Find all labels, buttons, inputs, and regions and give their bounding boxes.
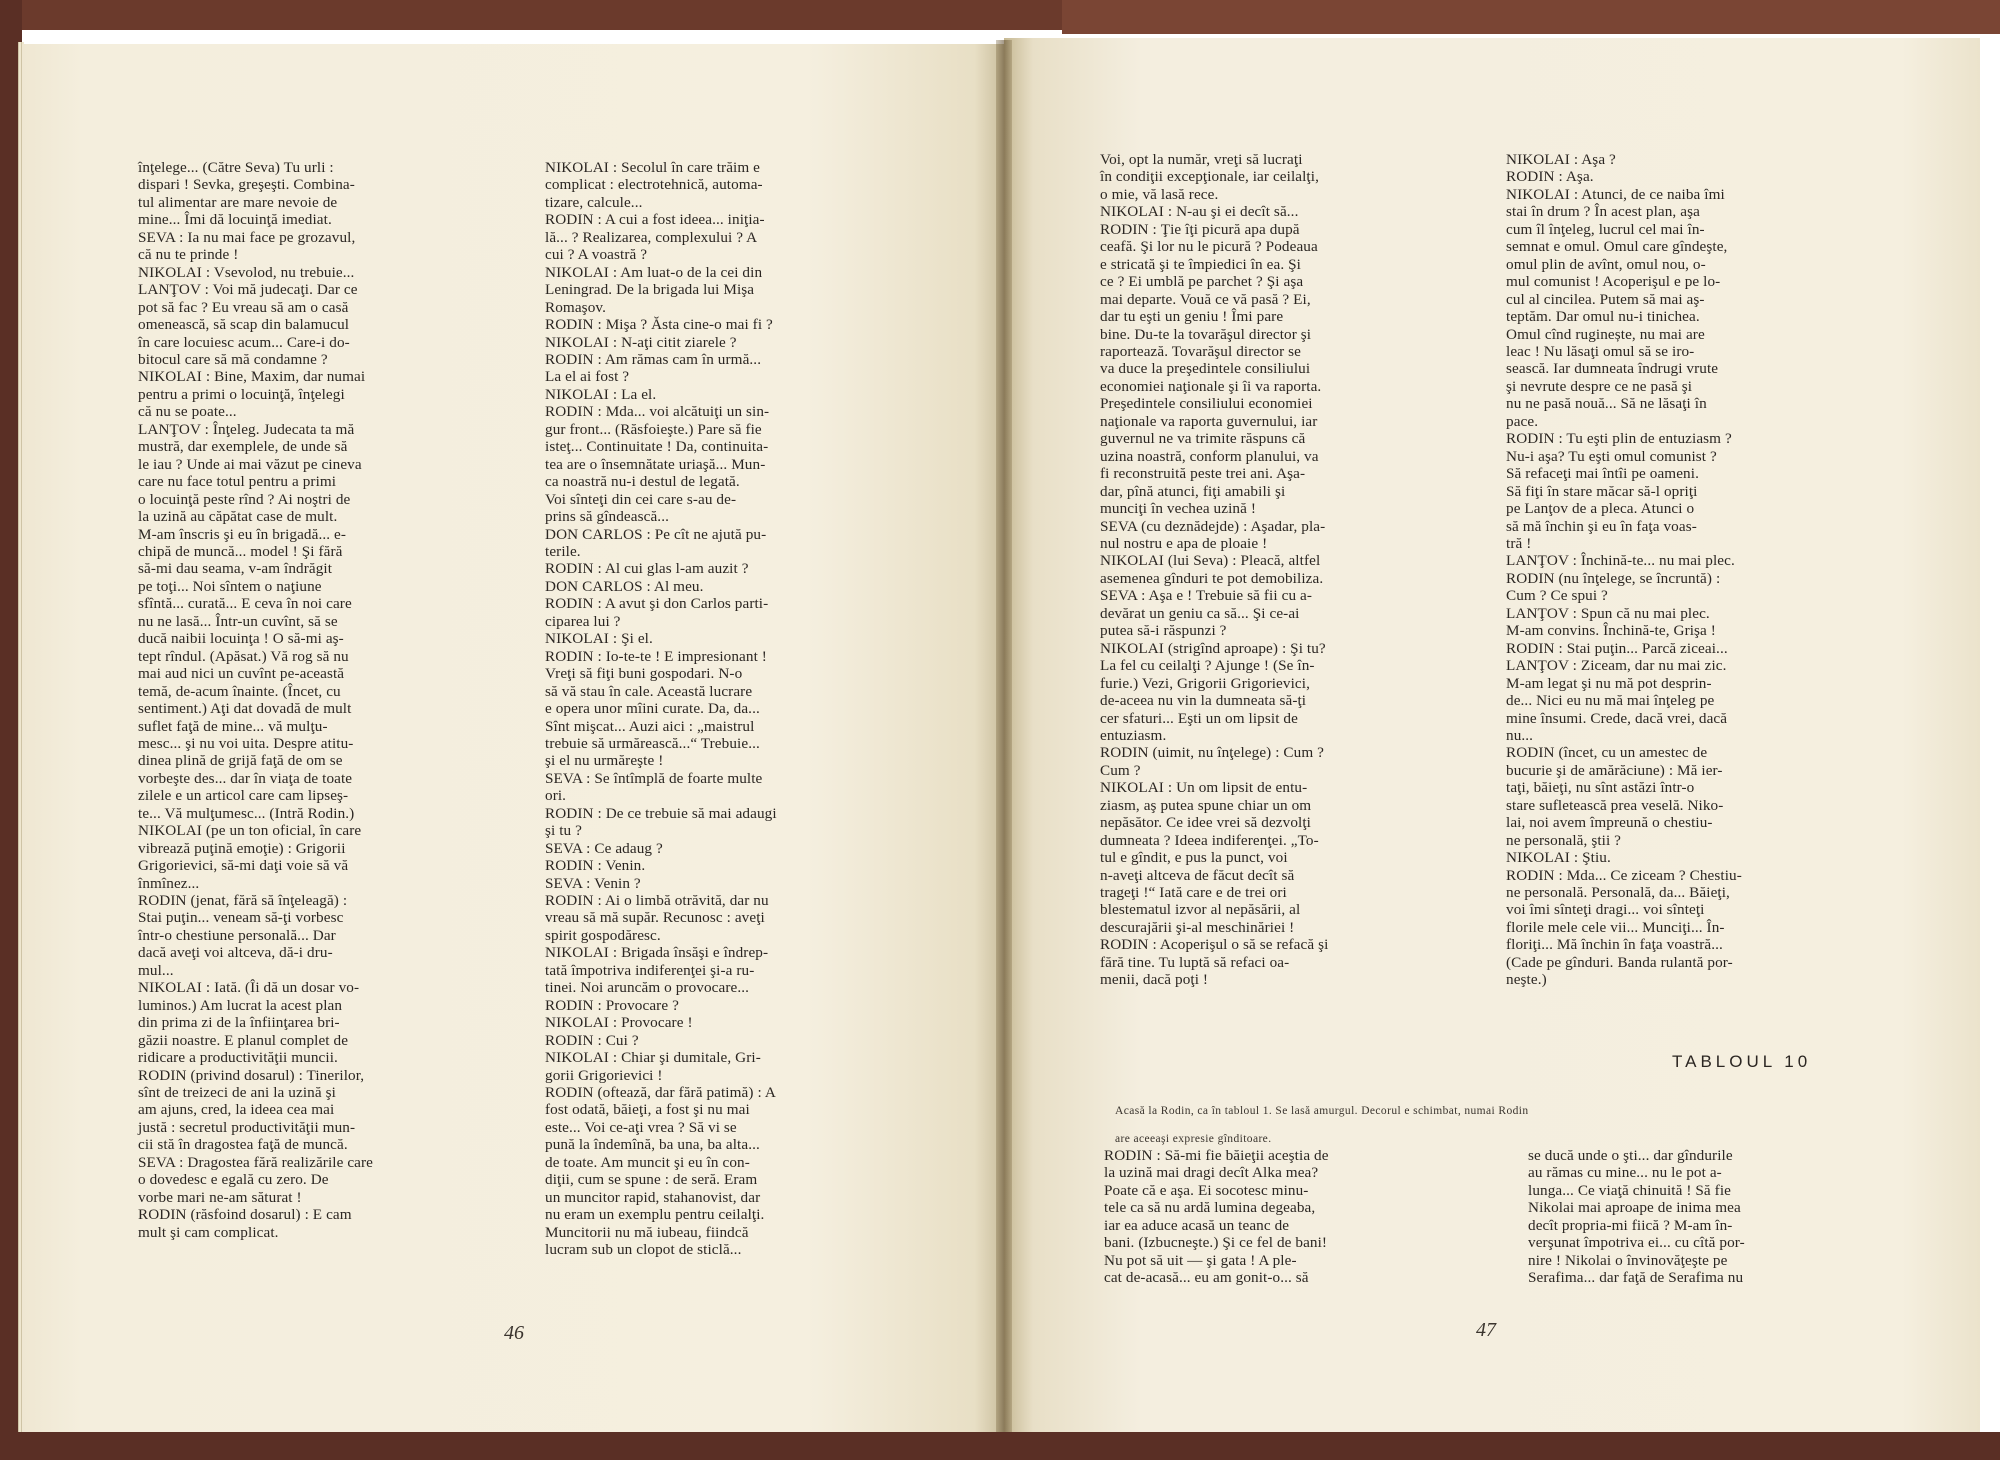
text-line: înmînez... bbox=[138, 874, 200, 892]
text-line: lă... ? Realizarea, complexului ? A bbox=[545, 228, 758, 246]
text-line: dinea plină de grijă faţă de om se bbox=[138, 752, 343, 770]
text-line: şi nevrute despre ce ne pasă şi bbox=[1506, 377, 1693, 395]
text-line: să mă închin şi eu în faţa voas- bbox=[1506, 517, 1697, 535]
text-line: sească. Iar dumneata îndrugi vrute bbox=[1506, 360, 1719, 378]
text-line: decît propria-mi fiică ? M-am în- bbox=[1528, 1216, 1733, 1234]
text-line: e opera unor mîini curate. Da, da... bbox=[545, 700, 760, 718]
text-line: ziasm, aş putea spune chiar un om bbox=[1100, 796, 1312, 814]
text-line: NIKOLAI : Am luat-o de la cei din bbox=[545, 263, 763, 281]
text-line: şi tu ? bbox=[545, 822, 582, 840]
text-line: Nu pot să uit — şi gata ! A ple- bbox=[1104, 1251, 1297, 1269]
text-line: menii, dacă poţi ! bbox=[1100, 971, 1209, 989]
text-line: SEVA (cu deznădejde) : Aşadar, pla- bbox=[1100, 517, 1326, 535]
text-line: RODIN : Provocare ? bbox=[545, 996, 679, 1014]
text-line: Vreţi să fiţi buni gospodari. N-o bbox=[545, 665, 743, 683]
text-line: leac ! Nu lăsaţi omul să se iro- bbox=[1506, 342, 1695, 360]
text-line: cii stă în dragostea faţă de muncă. bbox=[138, 1136, 348, 1154]
text-line: tul alimentar are mare nevoie de bbox=[138, 193, 338, 211]
text-line: LANŢOV : Înţeleg. Judecata ta mă bbox=[138, 420, 355, 438]
text-line: NIKOLAI : Vsevolod, nu trebuie... bbox=[138, 263, 355, 281]
text-line: Acasă la Rodin, ca în tabloul 1. Se lasă amurgul. Decorul e schimbat, numai Rodin bbox=[1115, 1104, 1529, 1117]
text-line: prins să gîndească... bbox=[545, 508, 669, 526]
text-line: RODIN : A avut şi don Carlos parti- bbox=[545, 595, 769, 613]
text-line: mesc... şi nu voi uita. Despre atitu- bbox=[138, 734, 354, 752]
text-line: la uzină mai dragi decît Alka mea? bbox=[1104, 1164, 1319, 1182]
text-line: SEVA : Aşa e ! Trebuie să fii cu a- bbox=[1100, 587, 1313, 605]
text-line: NIKOLAI : Bine, Maxim, dar numai bbox=[138, 368, 366, 386]
right-page-column-2 bbox=[1506, 151, 1742, 989]
text-line: tizare, calcule... bbox=[545, 193, 643, 211]
text-line: Voi, opt la număr, vreţi să lucraţi bbox=[1100, 151, 1303, 168]
text-line: NIKOLAI : Şi el. bbox=[545, 630, 653, 648]
text-line: cum îl înţeleg, lucrul cel mai în- bbox=[1506, 220, 1705, 238]
text-line: trageţi !“ Iată care e de trei ori bbox=[1100, 884, 1287, 902]
text-line: RODIN (jenat, fără să înţeleagă) : bbox=[138, 892, 348, 910]
text-line: mult şi cam complicat. bbox=[138, 1223, 279, 1241]
text-line: asemenea gînduri te pot demobiliza. bbox=[1100, 569, 1324, 587]
text-line: Nikolai mai aproape de inima mea bbox=[1528, 1199, 1741, 1217]
text-line: isteţ... Continuitate ! Da, continuita- bbox=[545, 438, 769, 456]
text-line: M-am convins. Închină-te, Grişa ! bbox=[1506, 622, 1716, 640]
text-line: LANŢOV : Spun că nu mai plec. bbox=[1506, 604, 1710, 622]
text-line: de toate. Am muncit şi eu în con- bbox=[545, 1153, 750, 1171]
text-line: RODIN : Aşa. bbox=[1506, 168, 1594, 186]
text-line: omenească, să scap din balamucul bbox=[138, 316, 350, 334]
text-line: mine... Îmi dă locuinţă imediat. bbox=[138, 211, 332, 229]
text-line: lucram sub un clopot de sticlă... bbox=[545, 1241, 742, 1259]
scene-text-column-1 bbox=[1104, 1147, 1329, 1287]
left-page-column-1 bbox=[138, 159, 373, 1241]
text-line: cer sfaturi... Eşti un om lipsit de bbox=[1100, 709, 1298, 727]
text-line: mai departe. Vouă ce vă pasă ? Ei, bbox=[1100, 290, 1311, 308]
text-line: cat de-acasă... eu am gonit-o... să bbox=[1104, 1269, 1309, 1287]
text-line: RODIN : Cui ? bbox=[545, 1031, 639, 1049]
text-line: ducă naibii locuinţa ! O să-mi aş- bbox=[138, 630, 344, 648]
text-line: tră ! bbox=[1506, 534, 1532, 552]
text-line: NIKOLAI : Un om lipsit de entu- bbox=[1100, 779, 1308, 797]
text-line: furie.) Vezi, Grigorii Grigorievici, bbox=[1100, 674, 1310, 692]
text-line: un muncitor rapid, stahanovist, dar bbox=[545, 1188, 761, 1206]
text-line: găzii noastre. E planul complet de bbox=[138, 1031, 349, 1049]
text-line: La el ai fost ? bbox=[545, 368, 630, 386]
text-line: verşunat împotriva ei... cu cîtă por- bbox=[1528, 1234, 1745, 1252]
text-line: pot să fac ? Eu vreau să am o casă bbox=[138, 298, 349, 316]
text-line: înţelege... (Către Seva) Tu urli : bbox=[138, 159, 334, 176]
text-line: o locuinţă peste rînd ? Ai noştri de bbox=[138, 490, 351, 508]
text-line: LANŢOV : Voi mă judecaţi. Dar ce bbox=[138, 281, 358, 299]
text-line: luminos.) Am lucrat la acest plan bbox=[138, 996, 343, 1014]
text-line: suflet faţă de mine... vă mulţu- bbox=[138, 717, 328, 735]
text-line: vreau să mă supăr. Recunosc : aveţi bbox=[545, 909, 765, 927]
text-line: pe Lanţov de a pleca. Atunci o bbox=[1506, 500, 1695, 518]
text-line: le iau ? Unde ai mai văzut pe cineva bbox=[138, 455, 362, 473]
text-line: am ajuns, cred, la ideea cea mai bbox=[138, 1101, 335, 1119]
text-line: RODIN : Mda... voi alcătuiţi un sin- bbox=[545, 403, 770, 421]
text-line: La fel cu ceilalţi ? Ajunge ! (Se în- bbox=[1100, 657, 1315, 675]
scene-text-column-2 bbox=[1528, 1147, 1745, 1287]
text-line: în care locuiesc acum... Care-i do- bbox=[138, 333, 350, 351]
text-line: stai în drum ? În acest plan, aşa bbox=[1506, 203, 1700, 221]
text-line: sfîntă... curată... E ceva în noi care bbox=[138, 595, 352, 613]
text-line: tată împotriva indiferenţei şi-a ru- bbox=[545, 961, 755, 979]
text-line: DON CARLOS : Pe cît ne ajută pu- bbox=[545, 525, 767, 543]
text-line: Cum ? Ce spui ? bbox=[1506, 587, 1608, 605]
text-line: SEVA : Ce adaug ? bbox=[545, 839, 663, 857]
text-line: RODIN : Stai puţin... Parcă ziceai... bbox=[1506, 639, 1728, 657]
text-line: Nu-i aşa? Tu eşti omul comunist ? bbox=[1506, 447, 1717, 465]
text-line: RODIN : Tu eşti plin de entuziasm ? bbox=[1506, 430, 1732, 448]
text-line: NIKOLAI (strigînd aproape) : Şi tu? bbox=[1100, 639, 1326, 657]
text-line: mai aud nici un cuvînt pe-această bbox=[138, 665, 345, 683]
text-line: de... Nici eu nu mă mai înţeleg pe bbox=[1506, 692, 1715, 710]
text-line: ne personală. Personală, da... Băieţi, bbox=[1506, 884, 1730, 902]
text-line: DON CARLOS : Al meu. bbox=[545, 577, 704, 595]
scene-title: TABLOUL 10 bbox=[1672, 1052, 1812, 1071]
text-line: sentiment.) Aţi dat dovadă de mult bbox=[138, 700, 352, 718]
text-line: SEVA : Dragostea fără realizările care bbox=[138, 1153, 374, 1171]
text-line: RODIN (uimit, nu înţelege) : Cum ? bbox=[1100, 744, 1325, 762]
text-line: RODIN (încet, cu un amestec de bbox=[1506, 744, 1708, 762]
text-line: semnat e omul. Omul care gîndeşte, bbox=[1506, 238, 1728, 256]
text-line: NIKOLAI : Ştiu. bbox=[1506, 849, 1611, 867]
text-line: Să fiţi în stare măcar să-l opriţi bbox=[1506, 482, 1698, 500]
text-line: guvernul ne va trimite răspuns că bbox=[1100, 430, 1306, 448]
text-line: vorbe mari ne-am săturat ! bbox=[138, 1188, 302, 1206]
text-line: se ducă unde o şti... dar gîndurile bbox=[1528, 1147, 1733, 1164]
text-line: RODIN : Să-mi fie băieţii aceştia de bbox=[1104, 1147, 1329, 1164]
text-line: voi îmi sînteţi dragi... voi sînteţi bbox=[1506, 901, 1705, 919]
text-line: RODIN : Mişa ? Ăsta cine-o mai fi ? bbox=[545, 316, 773, 334]
text-line: NIKOLAI : Chiar şi dumitale, Gri- bbox=[545, 1049, 761, 1067]
text-line: munciţi în vechea uzină ! bbox=[1100, 500, 1256, 518]
text-line: temă, de-acum înainte. (Încet, cu bbox=[138, 682, 341, 700]
text-line: RODIN (privind dosarul) : Tinerilor, bbox=[138, 1066, 365, 1084]
text-line: Poate că e aşa. Ei socotesc minu- bbox=[1104, 1181, 1309, 1199]
text-line: Romaşov. bbox=[545, 298, 606, 316]
text-line: ridicare a productivităţii muncii. bbox=[138, 1049, 338, 1067]
text-line: dispari ! Sevka, greşeşti. Combina- bbox=[138, 176, 355, 194]
text-line: cul al cincilea. Putem să mai aş- bbox=[1506, 290, 1705, 308]
text-line: (Cade pe gînduri. Banda rulantă por- bbox=[1506, 953, 1733, 971]
text-line: RODIN : Al cui glas l-am auzit ? bbox=[545, 560, 749, 578]
text-line: NIKOLAI (pe un ton oficial, în care bbox=[138, 822, 362, 840]
text-line: NIKOLAI : Atunci, de ce naiba îmi bbox=[1506, 185, 1725, 203]
text-line: gorii Grigorievici ! bbox=[545, 1066, 663, 1084]
text-line: mine însumi. Crede, dacă vrei, dacă bbox=[1506, 709, 1728, 727]
text-line: stare sufletească prea veselă. Niko- bbox=[1506, 796, 1724, 814]
text-line: lai, noi avem împreună o chestiu- bbox=[1506, 814, 1713, 832]
text-line: pace. bbox=[1506, 412, 1539, 430]
text-line: RODIN : Ai o limbă otrăvită, dar nu bbox=[545, 892, 769, 910]
text-line: tul e gîndit, e pus la punct, voi bbox=[1100, 849, 1288, 867]
text-line: vibrează puţină emoţie) : Grigorii bbox=[138, 839, 346, 857]
text-line: în condiţii excepţionale, iar ceilalţi, bbox=[1100, 168, 1319, 186]
text-line: Voi sînteţi din cei care s-au de- bbox=[545, 490, 737, 508]
text-line: tinei. Noi aruncăm o provocare... bbox=[545, 979, 750, 997]
text-line: o dovedesc e egală cu zero. De bbox=[138, 1171, 329, 1189]
text-line: RODIN (oftează, dar fără patimă) : A bbox=[545, 1084, 776, 1102]
text-line: descurajării şi-al meschinăriei ! bbox=[1100, 918, 1295, 936]
text-line: raportează. Tovarăşul director se bbox=[1100, 342, 1301, 360]
text-line: RODIN (răsfoind dosarul) : E cam bbox=[138, 1206, 352, 1224]
text-line: dacă aveţi voi altceva, dă-i dru- bbox=[138, 944, 333, 962]
text-line: bucurie şi de amărăciune) : Mă ier- bbox=[1506, 761, 1723, 779]
binding-board-bottom bbox=[0, 1432, 2000, 1460]
text-line: spirit gospodăresc. bbox=[545, 926, 661, 944]
text-line: diţii, cum se spune : de seră. Eram bbox=[545, 1171, 758, 1189]
text-line: NIKOLAI : Iată. (Îi dă un dosar vo- bbox=[138, 979, 360, 997]
text-line: NIKOLAI : N-aţi citit ziarele ? bbox=[545, 333, 737, 351]
text-line: LANŢOV : Închină-te... nu mai plec. bbox=[1506, 552, 1735, 570]
text-line: vorbeşte des... dar în viaţa de toate bbox=[138, 769, 353, 787]
text-line: Muncitorii nu mă iubeau, fiindcă bbox=[545, 1223, 749, 1241]
text-line: de-aceea nu vin la dumneata să-ţi bbox=[1100, 692, 1307, 710]
text-line: să vă stau în cale. Această lucrare bbox=[545, 682, 753, 700]
text-line: SEVA : Ia nu mai face pe grozavul, bbox=[138, 228, 356, 246]
text-line: şi el nu urmăreşte ! bbox=[545, 752, 664, 770]
text-line: Serafima... dar faţă de Serafima nu bbox=[1528, 1269, 1744, 1287]
text-line: devărat un geniu ca să... Şi ce-ai bbox=[1100, 604, 1300, 622]
text-line: fost odată, băieţi, a fost şi nu mai bbox=[545, 1101, 750, 1119]
text-line: neşte.) bbox=[1506, 971, 1547, 989]
text-line: Sînt mişcat... Auzi aici : „maistrul bbox=[545, 717, 755, 735]
text-line: dumneata ? Ideea indiferenţei. „To- bbox=[1100, 831, 1319, 849]
text-line: NIKOLAI : Provocare ! bbox=[545, 1014, 693, 1032]
text-line: nu eram un exemplu pentru ceilalţi. bbox=[545, 1206, 765, 1224]
text-line: mul comunist ! Acoperişul e pe lo- bbox=[1506, 273, 1721, 291]
binding-board-top-right bbox=[1062, 0, 2000, 34]
text-line: complicat : electrotehnică, automa- bbox=[545, 176, 763, 194]
text-line: ori. bbox=[545, 787, 567, 805]
text-line: iar ea aduce acasă un teanc de bbox=[1104, 1216, 1290, 1234]
text-line: trebuie să urmărească...“ Trebuie... bbox=[545, 734, 760, 752]
text-line: pe toţi... Noi sîntem o naţiune bbox=[138, 577, 322, 595]
text-line: tept rîndul. (Apăsat.) Vă rog să nu bbox=[138, 647, 349, 665]
text-line: entuziasm. bbox=[1100, 726, 1167, 744]
text-line: NIKOLAI : Brigada însăşi e îndrep- bbox=[545, 944, 769, 962]
text-line: într-o chestiune personală... Dar bbox=[138, 926, 336, 944]
text-line: pună la îndemînă, ba una, ba alta... bbox=[545, 1136, 760, 1154]
text-line: nepăsător. Ce idee vrei să dezvolţi bbox=[1100, 814, 1311, 832]
text-line: NIKOLAI : Aşa ? bbox=[1506, 151, 1616, 168]
text-line: la uzină au căpătat case de mult. bbox=[138, 508, 338, 526]
text-line: mul... bbox=[138, 961, 174, 979]
right-page-column-1 bbox=[1100, 151, 1328, 989]
text-line: Să refaceţi mai întîi pe oameni. bbox=[1506, 465, 1699, 483]
text-line: au rămas cu mine... nu le pot a- bbox=[1528, 1164, 1722, 1182]
book-gutter bbox=[996, 40, 1012, 1432]
text-line: justă : secretul productivităţii mun- bbox=[138, 1118, 356, 1136]
text-line: RODIN : Mda... Ce ziceam ? Chestiu- bbox=[1506, 866, 1742, 884]
text-line: terile. bbox=[545, 542, 581, 560]
text-line: Stai puţin... veneam să-ţi vorbesc bbox=[138, 909, 344, 927]
binding-board-top bbox=[0, 0, 1062, 30]
text-line: teptăm. Dar omul nu-i tinichea. bbox=[1506, 308, 1700, 326]
text-line: care nu face totul pentru a primi bbox=[138, 473, 337, 491]
text-line: ne personală, ştii ? bbox=[1506, 831, 1622, 849]
text-line: SEVA : Se întîmplă de foarte multe bbox=[545, 769, 763, 787]
text-line: uzina noastră, conform planului, va bbox=[1100, 447, 1319, 465]
text-line: zilele e un articol care cam lipseş- bbox=[138, 787, 349, 805]
page-number-left: 46 bbox=[504, 1322, 524, 1344]
text-line: ceafă. Şi lor nu le picură ? Podeaua bbox=[1100, 238, 1318, 256]
text-line: economiei naţionale şi îi va raporta. bbox=[1100, 377, 1322, 395]
text-line: lunga... Ce viaţă chinuită ! Să fie bbox=[1528, 1181, 1731, 1199]
text-line: sînt de treizeci de ani la uzină şi bbox=[138, 1084, 336, 1102]
text-line: dar, pînă atunci, fiţi amabili şi bbox=[1100, 482, 1286, 500]
text-line: nu... bbox=[1506, 726, 1534, 744]
text-line: florile mele cele vii... Munciţi... În- bbox=[1506, 918, 1725, 936]
text-line: fi reconstruită peste trei ani. Aşa- bbox=[1100, 465, 1306, 483]
text-line: omul plin de avînt, omul nou, o- bbox=[1506, 255, 1706, 273]
text-line: ce ? Ei umblă pe parchet ? Şi aşa bbox=[1100, 273, 1304, 291]
text-line: M-am înscris şi eu în brigadă... e- bbox=[138, 525, 347, 543]
page-number-right: 47 bbox=[1476, 1319, 1496, 1341]
text-line: nire ! Nikolai o învinovăţeşte pe bbox=[1528, 1251, 1728, 1269]
text-line: are aceeaşi expresie gînditoare. bbox=[1115, 1133, 1272, 1145]
text-line: Cum ? bbox=[1100, 761, 1141, 779]
text-line: RODIN : Venin. bbox=[545, 857, 646, 875]
text-line: LANŢOV : Ziceam, dar nu mai zic. bbox=[1506, 657, 1727, 675]
text-line: că nu te prinde ! bbox=[138, 246, 239, 264]
text-line: Omul cînd ruginește, nu mai are bbox=[1506, 325, 1705, 343]
text-line: dar tu eşti un geniu ! Îmi pare bbox=[1100, 308, 1284, 326]
text-line: NIKOLAI : N-au şi ei decît să... bbox=[1100, 203, 1299, 221]
text-line: putea să-i răspunzi ? bbox=[1100, 622, 1227, 640]
text-line: floriţi... Mă închin în faţa voastră... bbox=[1506, 936, 1723, 954]
text-line: naţionale va raporta guvernului, iar bbox=[1100, 412, 1318, 430]
text-line: din prima zi de la înfiinţarea bri- bbox=[138, 1014, 340, 1032]
text-line: n-aveţi altceva de făcut decît să bbox=[1100, 866, 1295, 884]
text-line: RODIN : Am rămas cam în urmă... bbox=[545, 350, 762, 368]
text-line: RODIN : A cui a fost ideea... iniţia- bbox=[545, 211, 765, 229]
text-line: NIKOLAI : Secolul în care trăim e bbox=[545, 159, 761, 176]
text-line: tele ca să nu ardă lumina degeaba, bbox=[1104, 1199, 1316, 1217]
text-line: nul nostru e apa de ploaie ! bbox=[1100, 534, 1268, 552]
text-line: nu ne lasă... Într-un cuvînt, să se bbox=[138, 612, 338, 630]
text-line: o mie, vă lasă rece. bbox=[1100, 185, 1219, 203]
text-line: mustră, dar exemplele, de unde să bbox=[138, 438, 348, 456]
text-line: este... Voi ce-aţi vrea ? Să vi se bbox=[545, 1118, 737, 1136]
text-line: te... Vă mulţumesc... (Intră Rodin.) bbox=[138, 804, 355, 822]
text-line: RODIN : Ţie îţi picură apa după bbox=[1100, 220, 1300, 238]
text-line: RODIN : De ce trebuie să mai adaugi bbox=[545, 804, 777, 822]
text-line: bani. (Izbucneşte.) Şi ce fel de bani! bbox=[1104, 1234, 1328, 1252]
left-page-column-2 bbox=[545, 159, 777, 1259]
text-line: bitocul care să mă condamne ? bbox=[138, 350, 328, 368]
text-line: nu ne pasă nouă... Să ne lăsaţi în bbox=[1506, 395, 1707, 413]
text-line: va duce la preşedintele consiliului bbox=[1100, 360, 1311, 378]
text-line: Leningrad. De la brigada lui Mişa bbox=[545, 281, 755, 299]
text-line: Preşedintele consiliului economiei bbox=[1100, 395, 1313, 413]
text-line: fără tine. Tu luptă să refaci oa- bbox=[1100, 953, 1290, 971]
text-line: gur front... (Răsfoieşte.) Pare să fie bbox=[545, 420, 762, 438]
text-line: RODIN : Acoperişul o să se refacă şi bbox=[1100, 936, 1329, 954]
text-line: tea are o însemnătate uriaşă... Mun- bbox=[545, 455, 766, 473]
text-line: e stricată şi te împiedici în ea. Şi bbox=[1100, 255, 1301, 273]
text-line: RODIN : Io-te-te ! E impresionant ! bbox=[545, 647, 767, 665]
text-line: Grigorievici, să-mi daţi voie să vă bbox=[138, 857, 349, 875]
text-line: NIKOLAI (lui Seva) : Pleacă, altfel bbox=[1100, 552, 1321, 570]
text-line: blestematul izvor al nepăsării, al bbox=[1100, 901, 1301, 919]
text-line: să-mi dau seama, v-am îndrăgit bbox=[138, 560, 333, 578]
text-line: cui ? A voastră ? bbox=[545, 246, 648, 264]
text-line: că nu se poate... bbox=[138, 403, 237, 421]
text-line: SEVA : Venin ? bbox=[545, 874, 641, 892]
text-line: pentru a primi o locuinţă, înţelegi bbox=[138, 385, 345, 403]
text-line: RODIN (nu înţelege, se încruntă) : bbox=[1506, 569, 1721, 587]
text-line: NIKOLAI : La el. bbox=[545, 385, 657, 403]
text-line: ca noastră nu-i destul de legată. bbox=[545, 473, 740, 491]
text-line: ciparea lui ? bbox=[545, 612, 621, 630]
text-line: chipă de muncă... model ! Şi fără bbox=[138, 542, 343, 560]
text-line: M-am legat şi nu mă pot desprin- bbox=[1506, 674, 1712, 692]
text-line: taţi, băieţi, nu sînt astăzi într-o bbox=[1506, 779, 1695, 797]
text-line: bine. Du-te la tovarăşul director şi bbox=[1100, 325, 1312, 343]
